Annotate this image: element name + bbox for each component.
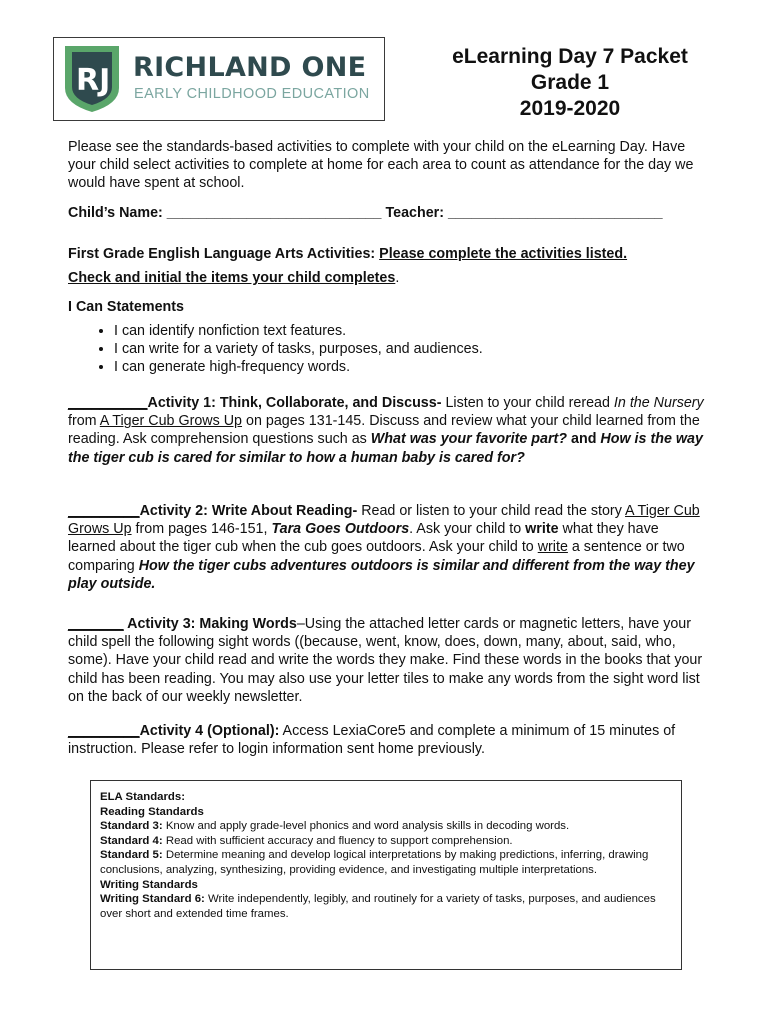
ela-heading [68,242,708,290]
writing-standards-heading: Writing Standards [100,878,198,891]
standard-5-label: Standard 5: [100,849,163,862]
activity-2-question: How the tiger cubs adventures outdoors is similar and different from the way they play outside. [68,557,695,592]
activity-2-write-bold: write [525,521,559,538]
activity-4-title: Activity 4 (Optional): [139,723,280,739]
activity-2-text: a sentence or two comparing [68,539,685,574]
ela-instruction-2: Check and initial the items your child completes [68,270,396,286]
ican-list [88,322,483,377]
svg-text:RJ: RJ [76,63,111,98]
shield-logo-icon [63,44,121,114]
activity-3-text: –Using the attached letter cards or magnetic letters, have your child spell the following sight words ((because, went, know, does, down, many, about, said, who, some). Have your child read and write the words they make. Find these words in the books that your child has been reading. You may also use your letter tiles to make any words from the sight word list on the back of our weekly newsletter. [68,616,703,705]
name-fields [68,204,708,222]
activity-4-text: Access LexiaCore5 and complete a minimum of 15 minutes of instruction. Please refer to login information sent home previously. [68,723,676,758]
activity-3 [68,615,708,706]
child-name-blank: ___________________________ [166,205,382,221]
writing-standard-6 [100,892,671,921]
logo [53,37,385,121]
activity-3-title: Activity 3: Making Words [123,616,297,632]
title-line-1: eLearning Day 7 Packet [452,45,688,68]
standard-3-label: Standard 3: [100,820,163,833]
activity-1 [68,394,708,467]
activity-2-text: . Ask your child to [409,521,526,538]
logo-name: RICHLAND ONE [133,52,367,83]
activity-2-story-2: Tara Goes Outdoors [271,521,410,538]
teacher-name-blank: ___________________________ [447,205,663,221]
page-title [420,44,720,122]
activity-2-text: Read or listen to your child read the story [357,503,626,519]
ican-item: • I can generate high-frequency words. [114,358,483,376]
standard-5-text: Determine meaning and develop logical interpretations by making predictions, inferring, drawing conclusions, analyzing, synthesizing, providing evidence, and investigating multiple interpretations. [100,849,649,876]
activity-2 [68,502,708,593]
standards-heading: ELA Standards: [100,791,186,803]
standard-3-text: Know and apply grade-level phonics and word analysis skills in decoding words. [162,820,570,833]
activity-3-blank: _______ [68,616,124,632]
writing-standard-6-text: Write independently, legibly, and routinely for a variety of tasks, purposes, and audiences over short and extended time frames. [100,893,656,920]
ican-item: • I can write for a variety of tasks, purposes, and audiences. [114,340,483,358]
activity-4-blank: _________ [68,723,140,739]
standard-4 [100,834,671,849]
ela-instruction-1: Please complete the activities listed. [379,246,628,262]
reading-standards-heading: Reading Standards [100,805,204,818]
activity-1-blank: __________ [68,395,148,411]
ican-item: • I can identify nonfiction text features. [114,322,483,340]
activity-1-title: Activity 1: Think, Collaborate, and Discuss- [147,395,442,411]
standard-5 [100,848,671,877]
activity-1-text: Listen to your child reread [441,395,614,411]
activity-2-blank: _________ [68,503,140,519]
activity-1-book: In the Nursery [613,395,704,411]
ela-heading-text: First Grade English Language Arts Activities: [68,246,380,262]
ican-heading: I Can Statements [68,299,184,315]
writing-standard-6-label: Writing Standard 6: [100,893,205,906]
logo-subtitle: EARLY CHILDHOOD EDUCATION [134,86,370,102]
activity-2-text: what they have learned about the tiger cub when the cub goes outdoors. Ask your child to [68,521,659,556]
activity-1-text: from [68,413,100,430]
title-line-3: 2019-2020 [519,97,621,120]
ela-period: . [395,270,400,286]
activity-2-story: A Tiger Cub Grows Up [68,503,700,538]
title-line-2: Grade 1 [530,71,610,94]
standard-4-label: Standard 4: [100,834,163,847]
teacher-label: Teacher: [381,205,448,221]
ela-standards-box [90,780,682,970]
child-name-label: Child’s Name: [68,205,167,221]
activity-2-title: Activity 2: Write About Reading- [139,503,358,519]
activity-2-text: from pages 146-151, [131,521,272,538]
activity-4 [68,722,708,758]
activity-1-text: on pages 131-145. Discuss and review what your child learned from the reading. Ask comprehension questions such as [68,413,700,448]
activity-1-story: A Tiger Cub Grows Up [99,413,243,430]
intro-paragraph: Please see the standards-based activities to complete with your child on the eLearning Day. Have your child select activities to complete at home for each area to count as attendance for the day we would have spent at school. [68,139,694,192]
activity-2-write-underline: write [537,539,568,556]
activity-1-question-1: What was your favorite part? [370,431,568,448]
standard-4-text: Read with sufficient accuracy and fluency to support comprehension. [162,834,513,847]
activity-1-question-2: How is the way the tiger cub is cared for similar to how a human baby is cared for? [68,431,703,466]
standard-3 [100,819,671,834]
activity-1-and: and [567,431,601,448]
